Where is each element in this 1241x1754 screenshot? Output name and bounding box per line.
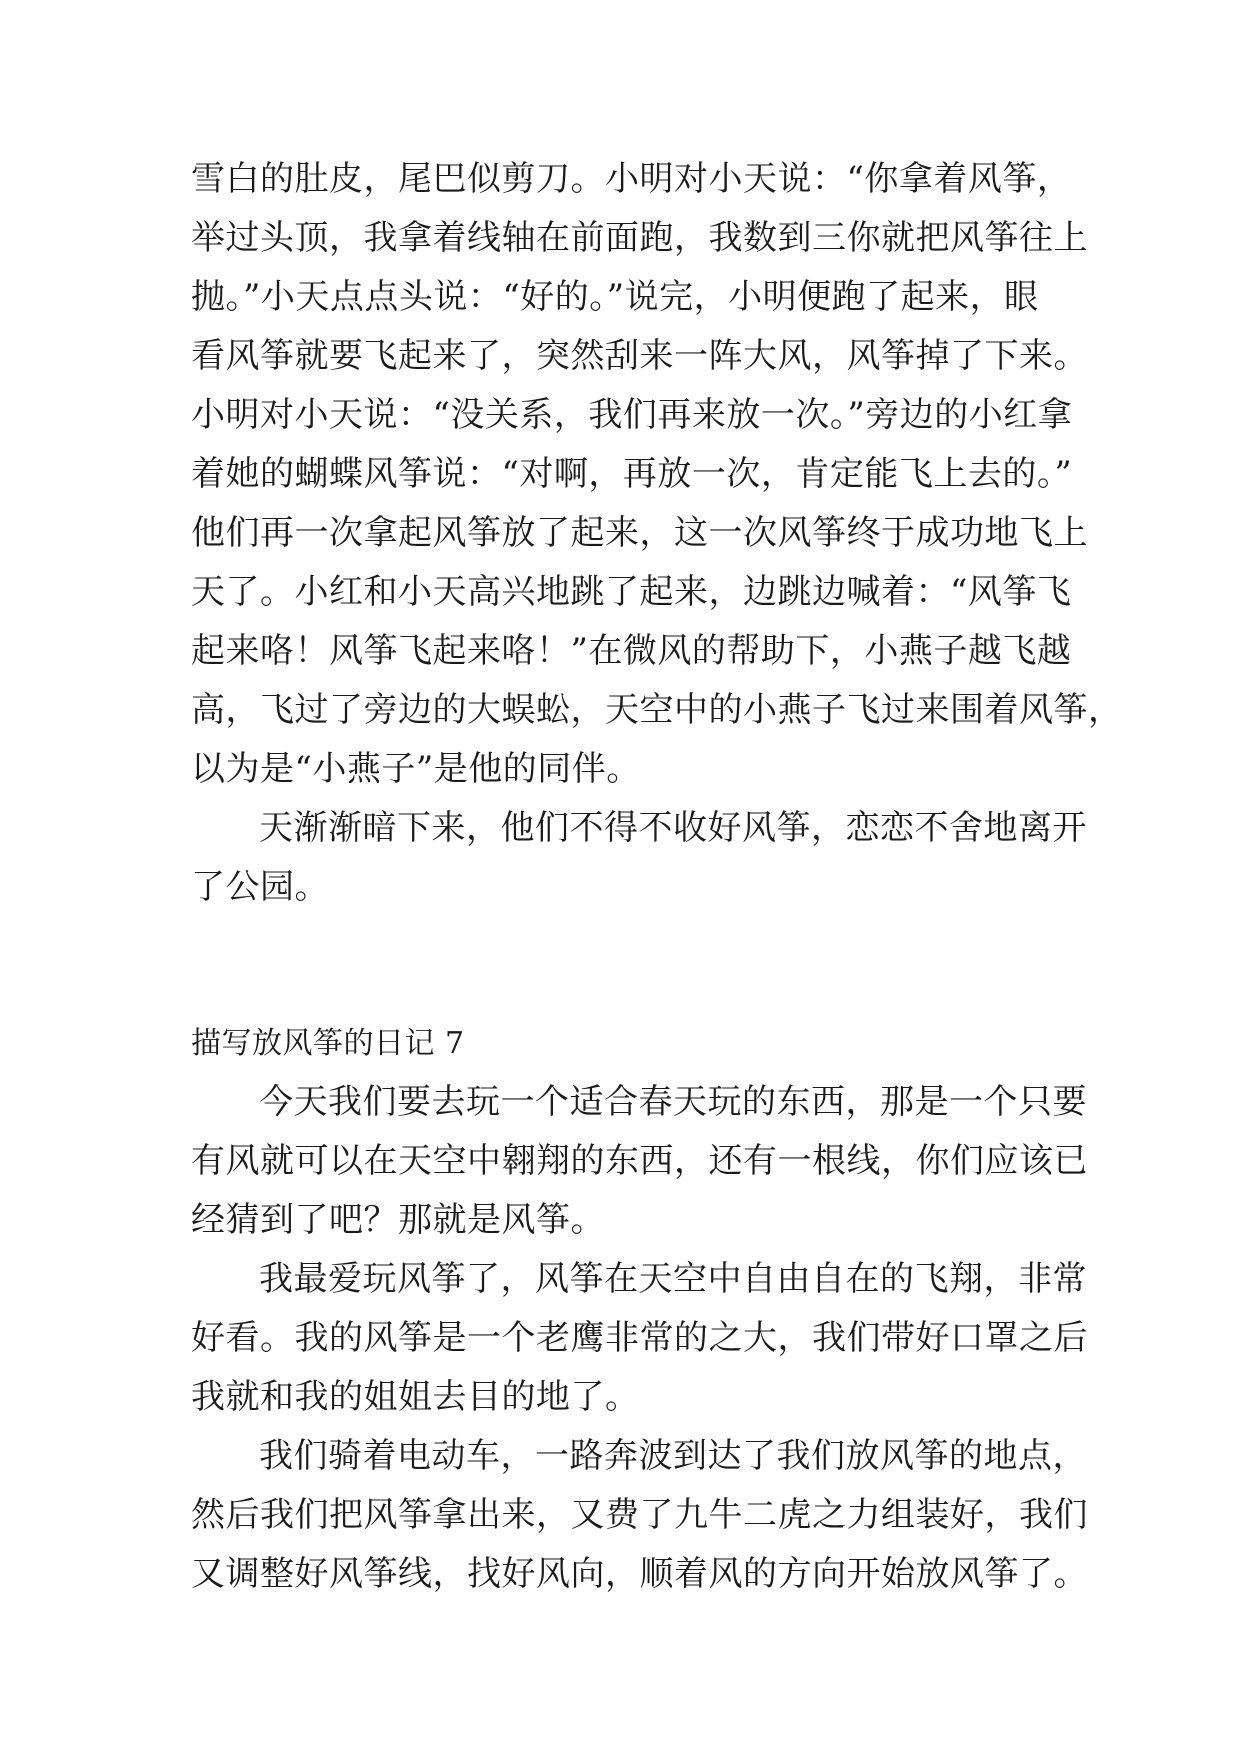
text-line: 看风筝就要飞起来了，突然刮来一阵大风，风筝掉了下来。 — [191, 336, 1088, 376]
text-line: 又调整好风筝线，找好风向，顺着风的方向开始放风筝了。 — [191, 1554, 1088, 1594]
text-line: 起来咯！风筝飞起来咯！”在微风的帮助下，小燕子越飞越 — [191, 631, 1072, 671]
text-line: 以为是“小燕子”是他的同伴。 — [191, 749, 641, 789]
section-title: 描写放风筝的日记 7 — [191, 1026, 465, 1061]
text-line: 小明对小天说：“没关系，我们再来放一次。”旁边的小红拿 — [191, 395, 1073, 435]
text-line: 经猜到了吧？那就是风筝。 — [191, 1200, 605, 1240]
text-line: 天了。小红和小天高兴地跳了起来，边跳边喊着：“风筝飞 — [191, 572, 1072, 612]
paragraph — [191, 150, 1123, 799]
paragraph — [191, 1250, 1091, 1427]
text-line: 然后我们把风筝拿出来，又费了九牛二虎之力组装好，我们 — [191, 1495, 1088, 1535]
text-line: 抛。”小天点点头说：“好的。”说完，小明便跑了起来，眼 — [191, 277, 1039, 317]
section-spacer — [191, 917, 1091, 1014]
text-line: 着她的蝴蝶风筝说：“对啊，再放一次，肯定能飞上去的。” — [191, 454, 1073, 494]
text-line: 天渐渐暗下来，他们不得不收好风筝，恋恋不舍地离开 — [259, 808, 1087, 848]
text-line: 他们再一次拿起风筝放了起来，这一次风筝终于成功地飞上 — [191, 513, 1088, 553]
paragraph — [191, 1427, 1091, 1604]
text-line: 雪白的肚皮，尾巴似剪刀。小明对小天说：“你拿着风筝， — [191, 159, 1072, 199]
text-line: 举过头顶，我拿着线轴在前面跑，我数到三你就把风筝往上 — [191, 218, 1088, 258]
text-line: 好看。我的风筝是一个老鹰非常的之大，我们带好口罩之后 — [191, 1318, 1088, 1358]
text-line: 高，飞过了旁边的大蜈蚣，天空中的小燕子飞过来围着风筝， — [191, 690, 1123, 730]
text-line: 今天我们要去玩一个适合春天玩的东西，那是一个只要 — [259, 1082, 1087, 1122]
text-line: 了公园。 — [191, 867, 329, 907]
text-line: 有风就可以在天空中翱翔的东西，还有一根线，你们应该已 — [191, 1141, 1088, 1181]
paragraph — [191, 1073, 1091, 1250]
text-line: 我最爱玩风筝了，风筝在天空中自由自在的飞翔，非常 — [259, 1259, 1087, 1299]
document-page — [191, 150, 1123, 1604]
text-line: 我就和我的姐姐去目的地了。 — [191, 1377, 640, 1417]
text-line: 我们骑着电动车，一路奔波到达了我们放风筝的地点， — [259, 1436, 1087, 1476]
paragraph — [191, 799, 1091, 917]
